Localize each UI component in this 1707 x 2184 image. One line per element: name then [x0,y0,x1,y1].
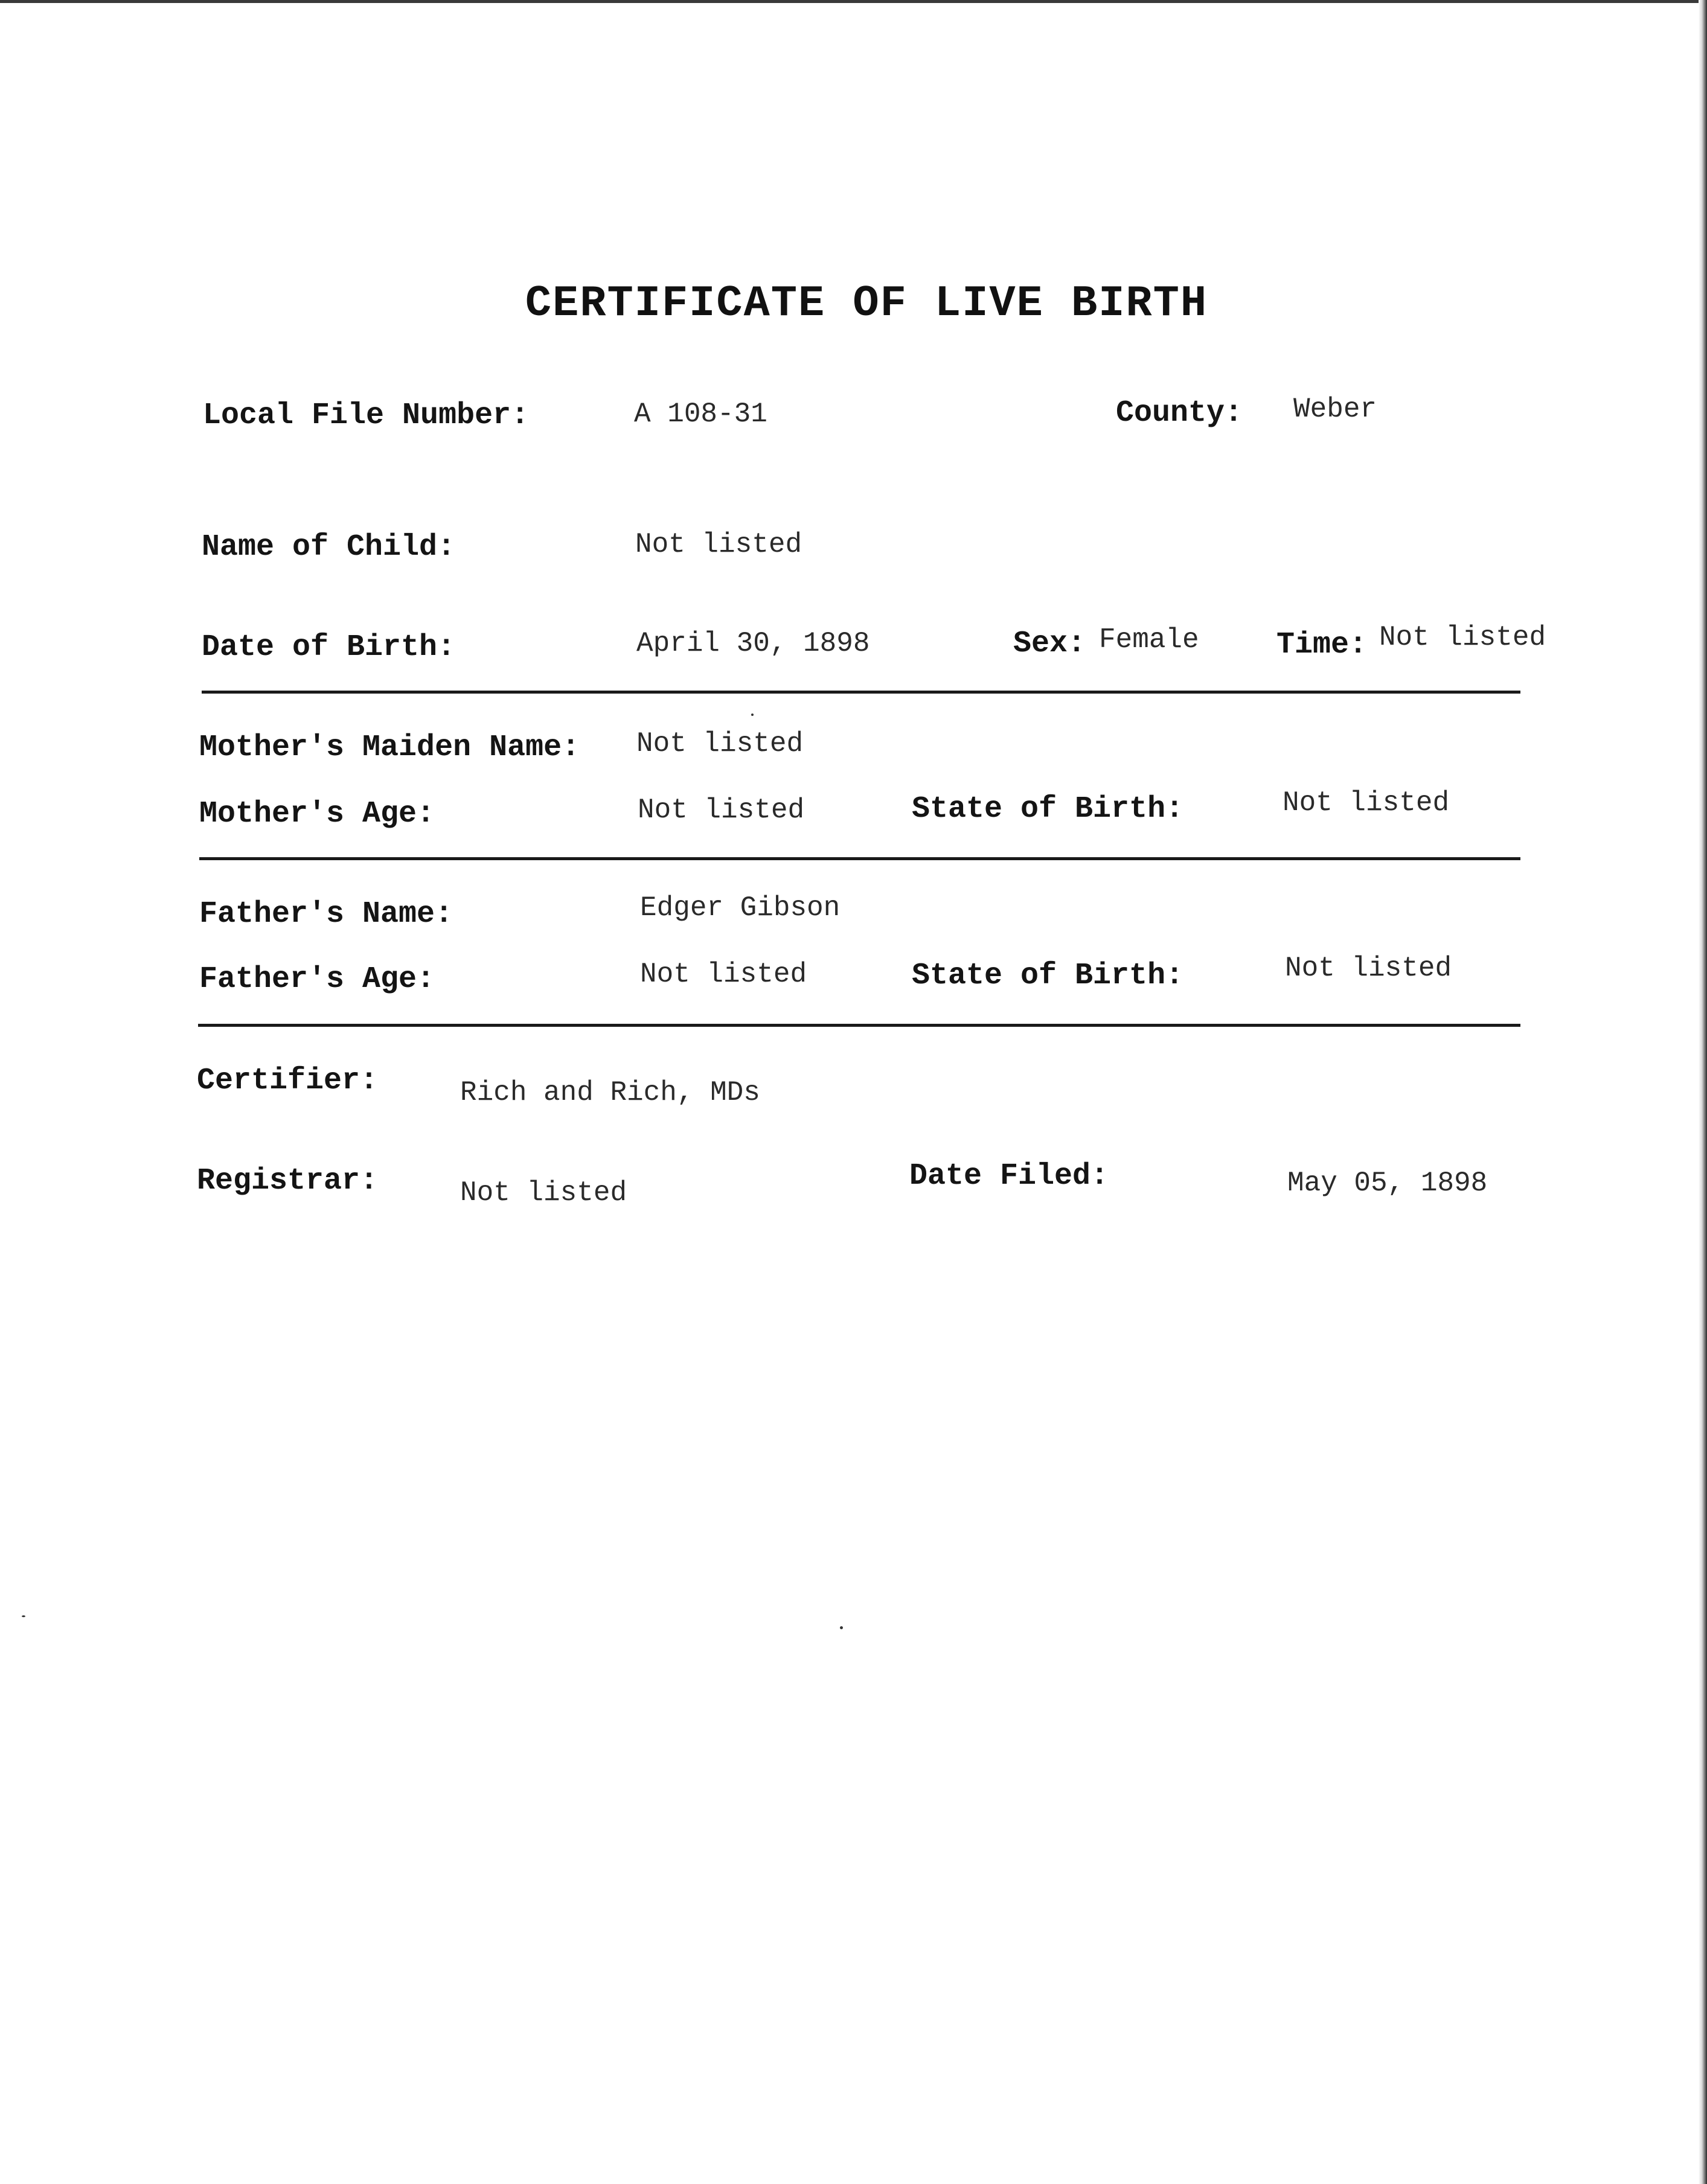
local-file-number-value: A 108-31 [634,398,767,430]
time-value: Not listed [1379,622,1546,653]
time-label: Time: [1276,628,1368,662]
scan-speck [22,1615,25,1617]
mothers-state-of-birth-value: Not listed [1283,787,1450,819]
scan-speck [751,714,754,716]
fathers-state-of-birth-value: Not listed [1285,953,1452,984]
fathers-name-value: Edger Gibson [640,892,841,924]
certificate-title: CERTIFICATE OF LIVE BIRTH [525,279,1208,328]
date-of-birth-value: April 30, 1898 [636,628,870,659]
mothers-state-of-birth-label: State of Birth: [912,792,1184,826]
date-filed-value: May 05, 1898 [1287,1167,1488,1199]
sex-value: Female [1099,624,1199,656]
county-value: Weber [1293,394,1377,425]
certifier-label: Certifier: [197,1064,379,1098]
scan-speck [840,1626,843,1629]
local-file-number-label: Local File Number: [203,398,530,433]
date-filed-label: Date Filed: [909,1159,1109,1193]
registrar-label: Registrar: [197,1164,379,1198]
mothers-maiden-name-value: Not listed [636,728,804,759]
fathers-age-label: Father's Age: [199,962,435,997]
registrar-value: Not listed [460,1177,627,1209]
date-of-birth-label: Date of Birth: [202,630,456,665]
scan-edge-top [0,0,1707,3]
fathers-age-value: Not listed [640,959,807,990]
sex-label: Sex: [1013,627,1086,661]
section-divider-2 [199,857,1520,860]
mothers-maiden-name-label: Mother's Maiden Name: [199,730,580,765]
mothers-age-value: Not listed [638,794,805,826]
fathers-name-label: Father's Name: [199,897,453,931]
fathers-state-of-birth-label: State of Birth: [912,959,1184,993]
name-of-child-label: Name of Child: [202,530,456,564]
county-label: County: [1116,396,1243,430]
mothers-age-label: Mother's Age: [199,797,435,831]
certifier-value: Rich and Rich, MDs [460,1077,760,1108]
name-of-child-value: Not listed [635,529,802,560]
section-divider-3 [198,1024,1520,1027]
section-divider-1 [202,691,1520,694]
